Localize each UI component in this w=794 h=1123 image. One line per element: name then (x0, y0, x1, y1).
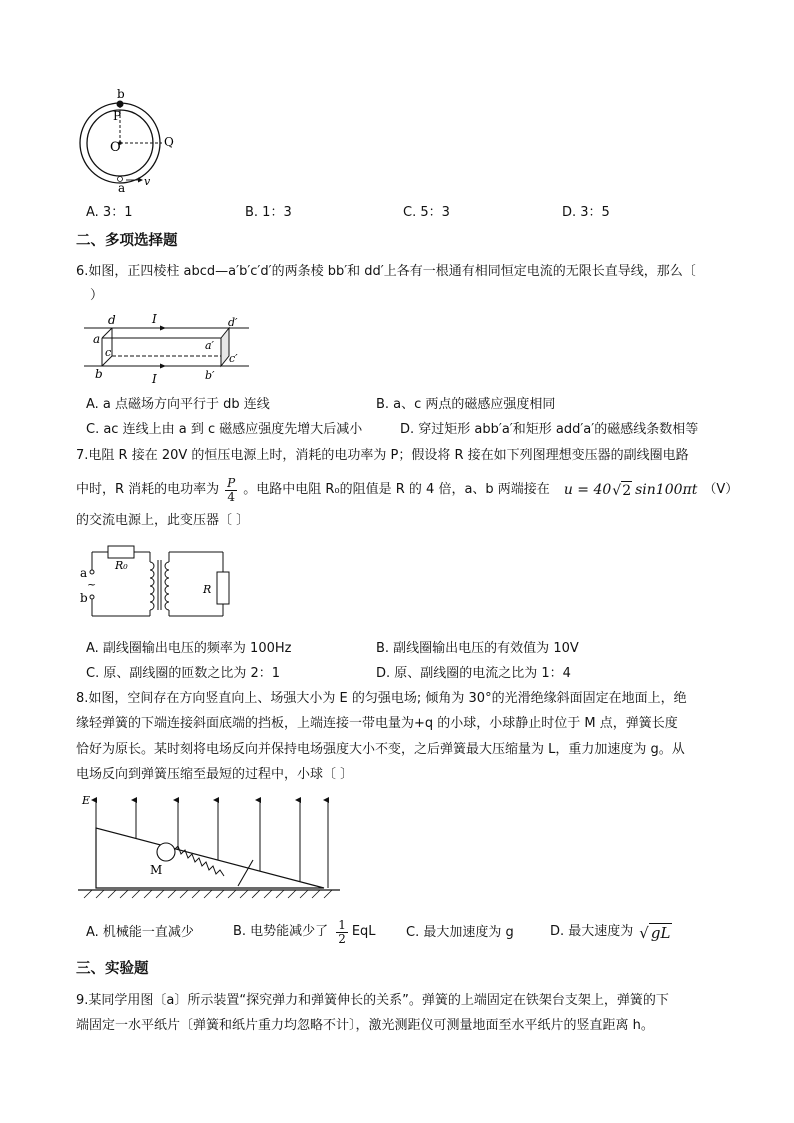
q5-label-v: v (144, 175, 151, 188)
q6-label-b-prime: b′ (205, 369, 215, 382)
q7-line2-mid: 。电路中电阻 R₀的阻值是 R 的 4 倍，a、b 两端接在 (243, 482, 550, 497)
q6-label-d-prime: d′ (228, 316, 238, 329)
q5-label-p: P (113, 109, 122, 123)
q8-option-c[interactable]: C. 最大加速度为 g (406, 925, 514, 940)
q7-label-a: a (80, 566, 88, 580)
q5-label-a: a (118, 181, 126, 194)
q8-option-b-pre: B. 电势能减少了 (233, 924, 329, 939)
q9-stem-line1: 9.某同学用图〔a〕所示装置“探究弹力和弹簧伸长的关系”。弹簧的上端固定在铁架台支架上，弹簧的下 (76, 993, 669, 1008)
q6-stem-line2: ） (90, 288, 104, 303)
q5-option-c[interactable]: C. 5：3 (403, 205, 450, 220)
q9-stem-line2: 端固定一水平纸片〔弹簧和纸片重力均忽略不计〕，激光测距仪可测量地面至水平纸片的竖直距离 h。 (76, 1018, 654, 1033)
q5-label-o: O (110, 140, 121, 155)
q6-option-c[interactable]: C. ac 连线上由 a 到 c 磁感应强度先增大后减小 (86, 422, 363, 437)
q5-label-b: b (117, 87, 125, 101)
q7-formula-tail: sin100πt (635, 482, 698, 498)
q7-formula-root: 2 (622, 482, 632, 499)
q6-label-a-prime: a′ (205, 339, 215, 352)
q7-option-a[interactable]: A. 副线圈输出电压的频率为 100Hz (86, 641, 292, 656)
q8-option-b-num: 1 (338, 917, 346, 932)
q8-stem-line2: 缘轻弹簧的下端连接斜面底端的挡板，上端连接一带电量为+q 的小球，小球静止时位于 M 点，弹簧长度 (76, 716, 678, 731)
q8-option-a[interactable]: A. 机械能一直减少 (86, 925, 194, 940)
q8-stem-line4: 电场反向到弹簧压缩至最短的过程中，小球〔 〕 (76, 767, 354, 782)
q7-formula-u: u = 40 (563, 482, 612, 498)
q7-formula-sqrt: √ 2 (612, 482, 632, 499)
q8-option-d-sqrt: √ gL (639, 923, 671, 942)
q7-label-r: R (203, 583, 212, 596)
q8-label-e: E (82, 794, 91, 807)
q8-option-b[interactable] (233, 914, 376, 950)
q7-label-r0: R₀ (115, 559, 128, 572)
q6-label-b: b (95, 367, 103, 381)
section-3-title: 三、实验题 (76, 961, 149, 977)
q8-option-d-root: gL (650, 923, 671, 942)
section-2-title: 二、多项选择题 (76, 233, 178, 249)
q7-circuit-figure (78, 542, 238, 622)
q6-stem-line1: 6.如图，正四棱柱 abcd—a′b′c′d′的两条棱 bb′和 dd′上各有一根通有相同恒定电流的无限长直导线，那么〔 (76, 264, 696, 279)
q8-option-b-den: 2 (338, 931, 346, 946)
q6-label-i-top: I (152, 312, 157, 326)
q6-label-i-bottom: I (152, 372, 157, 386)
q8-stem-line3: 恰好为原长。某时刻将电场反向并保持电场强度大小不变，之后弹簧最大压缩量为 L，重力加速度为 g。从 (76, 742, 685, 757)
q7-line2-post: （V） (703, 482, 739, 497)
q8-option-d-pre: D. 最大速度为 (550, 924, 634, 939)
q6-option-a[interactable]: A. a 点磁场方向平行于 db 连线 (86, 397, 270, 412)
q7-line2-pre: 中时，R 消耗的电功率为 (76, 482, 220, 497)
q7-stem-line1: 7.电阻 R 接在 20V 的恒压电源上时，消耗的电功率为 P；假设将 R 接在如下列图理想变压器的副线圈电路 (76, 448, 689, 463)
q7-option-d[interactable]: D. 原、副线圈的电流之比为 1：4 (376, 666, 571, 681)
q7-label-b: b (80, 591, 88, 605)
q7-option-b[interactable]: B. 副线圈输出电压的有效值为 10V (376, 641, 579, 656)
q8-label-m: M (150, 863, 163, 877)
q5-option-d[interactable]: D. 3：5 (562, 205, 610, 220)
q6-label-c-prime: c′ (229, 352, 238, 365)
q8-option-d[interactable] (550, 914, 672, 950)
q7-option-c[interactable]: C. 原、副线圈的匝数之比为 2：1 (86, 666, 281, 681)
q7-stem-line2 (76, 472, 738, 508)
q5-option-a[interactable]: A. 3：1 (86, 205, 133, 220)
q7-stem-line3: 的交流电源上，此变压器〔 〕 (76, 513, 250, 528)
q7-label-tilde: ~ (87, 578, 97, 591)
q7-fraction-den: 4 (227, 489, 236, 504)
q6-option-d[interactable]: D. 穿过矩形 abb′a′和矩形 add′a′的磁感线条数相等 (400, 422, 699, 437)
q6-label-c: c (105, 346, 112, 359)
q5-label-q: Q (164, 135, 174, 149)
q8-incline-figure (78, 788, 340, 906)
q5-ring-figure (74, 82, 194, 194)
q5-option-b[interactable]: B. 1：3 (245, 205, 292, 220)
q6-label-a: a (93, 332, 101, 346)
q7-fraction-num: P (227, 475, 236, 490)
q8-stem-line1: 8.如图，空间存在方向竖直向上、场强大小为 E 的匀强电场; 倾角为 30°的光滑绝缘斜面固定在地面上，绝 (76, 691, 687, 706)
q6-label-d: d (108, 313, 116, 327)
q7-fraction (225, 477, 237, 504)
q8-option-b-post: EqL (351, 924, 376, 939)
q8-option-b-fraction (336, 919, 348, 946)
q6-prism-figure (84, 312, 254, 388)
q6-option-b[interactable]: B. a、c 两点的磁感应强度相同 (376, 397, 556, 412)
